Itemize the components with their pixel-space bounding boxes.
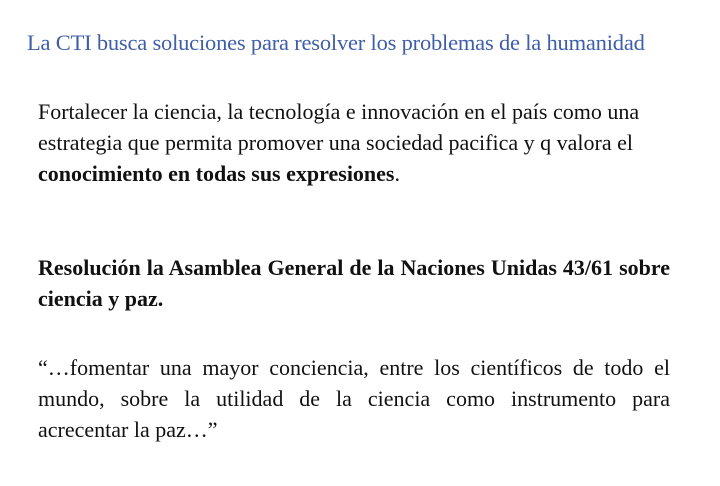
slide-title: La CTI busca soluciones para resolver los problemas de la humanidad <box>27 30 645 55</box>
paragraph-strategy-end: . <box>394 161 400 186</box>
paragraph-strategy <box>38 96 670 189</box>
paragraph-strategy-emphasis: conocimiento en todas sus expresiones <box>38 161 395 186</box>
paragraph-resolution: Resolución la Asamblea General de la Naciones Unidas 43/61 sobre ciencia y paz. <box>38 255 670 311</box>
paragraph-strategy-text: Fortalecer la ciencia, la tecnología e innovación en el país como una estrategia que permita promover una sociedad pacifica y q valora el <box>38 99 640 155</box>
paragraph-quote: “…fomentar una mayor conciencia, entre los científicos de todo el mundo, sobre la utilidad de la ciencia como instrumento para acrecentar la paz…” <box>38 355 670 442</box>
